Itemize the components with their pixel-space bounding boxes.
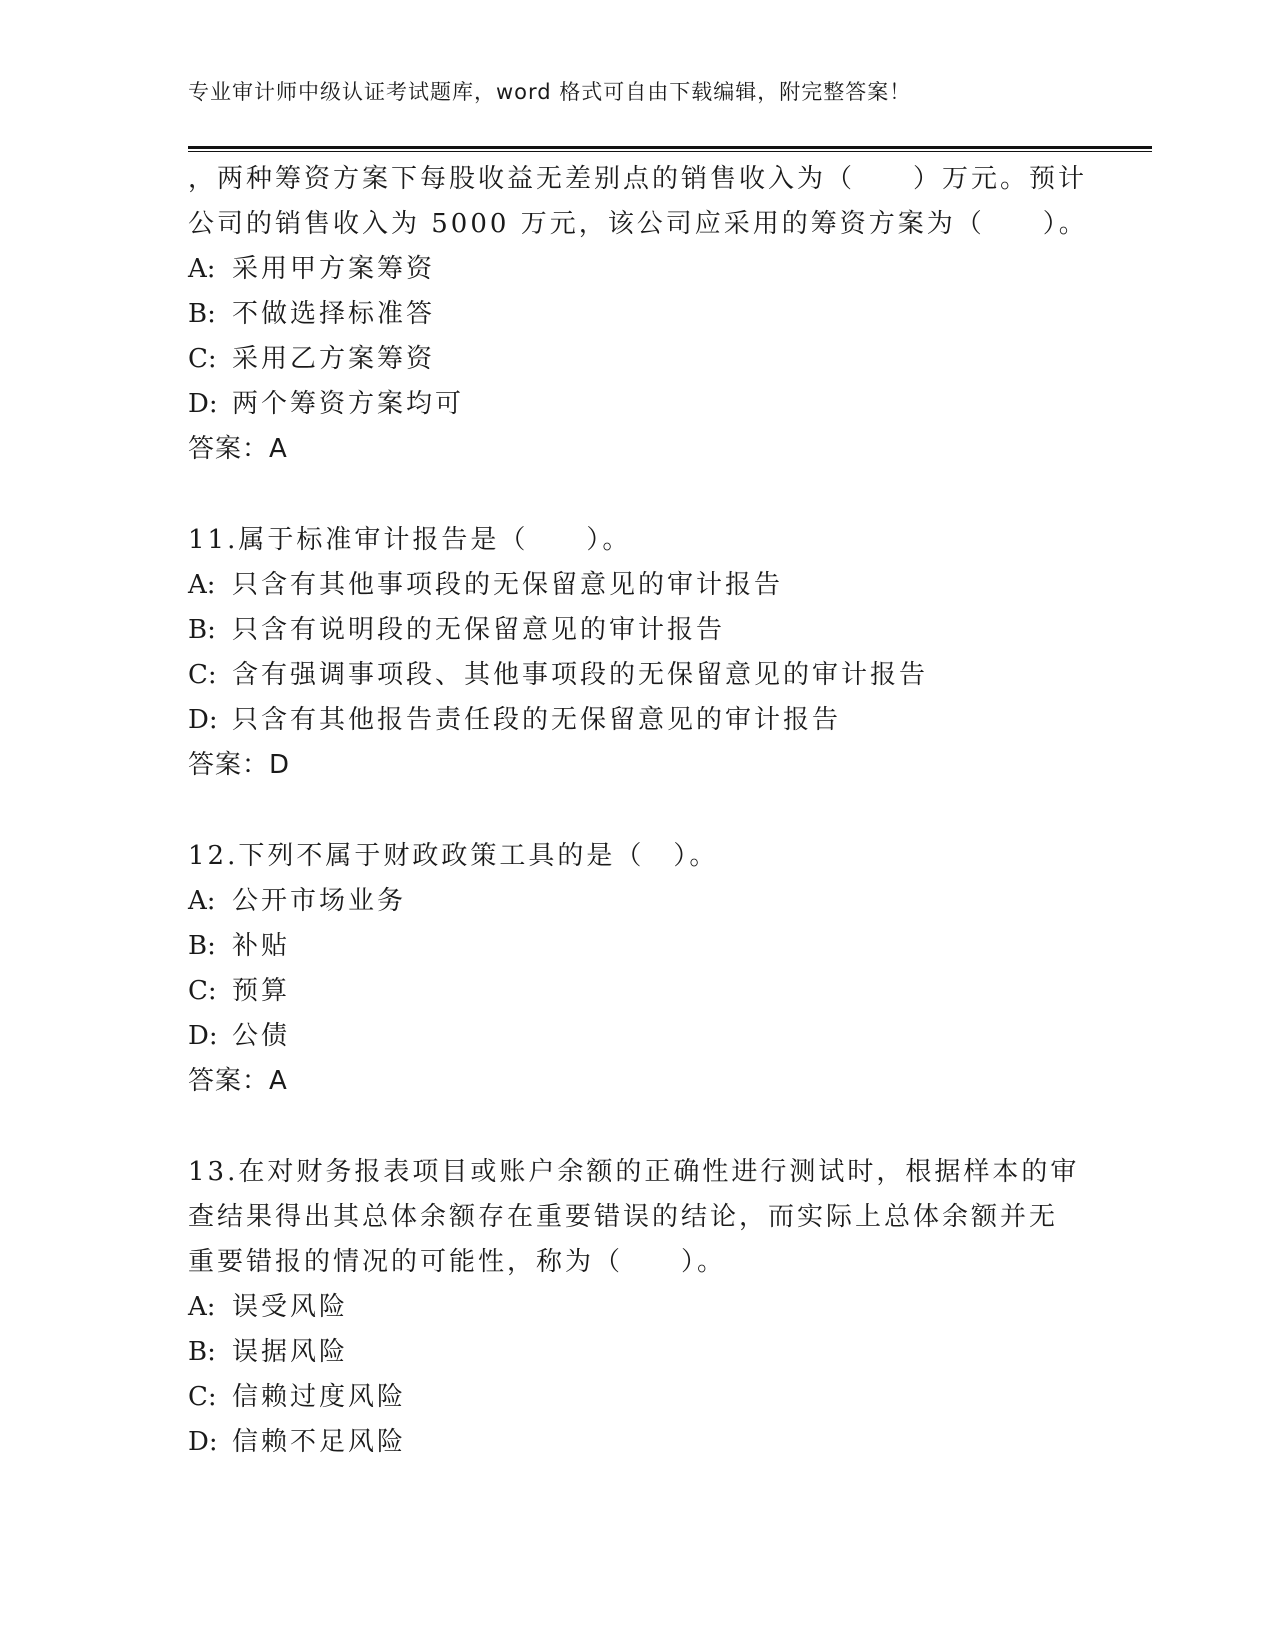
question-stem-line: 重要错报的情况的可能性，称为（ ）。 xyxy=(188,1247,727,1277)
question-stem-line: 13.在对财务报表项目或账户余额的正确性进行测试时，根据样本的审 xyxy=(188,1157,1080,1187)
option-text: 采用甲方案筹资 xyxy=(232,254,436,284)
question-content xyxy=(188,157,1108,1465)
question-stem-line: 查结果得出其总体余额存在重要错误的结论，而实际上总体余额并无 xyxy=(188,1202,1059,1232)
option-label: D: xyxy=(188,1427,218,1457)
answer-line: 答案：D xyxy=(188,750,291,780)
option-label: B: xyxy=(188,1337,216,1367)
option-text: 补贴 xyxy=(232,931,291,961)
option-c xyxy=(188,1375,1108,1420)
option-label: B: xyxy=(188,615,216,645)
option-text: 误据风险 xyxy=(232,1337,349,1367)
option-b xyxy=(188,924,1108,969)
page-header: 专业审计师中级认证考试题库，word 格式可自由下载编辑，附完整答案！ xyxy=(188,80,912,104)
option-text: 信赖不足风险 xyxy=(232,1427,407,1457)
answer-line: 答案：A xyxy=(188,434,288,464)
spacer xyxy=(188,1104,1108,1150)
option-d xyxy=(188,1420,1108,1465)
option-a xyxy=(188,879,1108,924)
option-text: 信赖过度风险 xyxy=(232,1382,407,1412)
option-text: 预算 xyxy=(232,976,291,1006)
option-text: 公债 xyxy=(232,1021,291,1051)
option-text: 只含有其他报告责任段的无保留意见的审计报告 xyxy=(232,705,842,735)
option-label: D: xyxy=(188,389,218,419)
option-label: C: xyxy=(188,344,217,374)
header-rule-thin xyxy=(188,151,1152,152)
option-c xyxy=(188,969,1108,1014)
question-11 xyxy=(188,518,1108,788)
option-text: 采用乙方案筹资 xyxy=(232,344,436,374)
option-label: C: xyxy=(188,660,217,690)
option-b xyxy=(188,1330,1108,1375)
option-a xyxy=(188,247,1108,292)
option-a xyxy=(188,563,1108,608)
option-label: A: xyxy=(188,1292,216,1322)
option-text: 含有强调事项段、其他事项段的无保留意见的审计报告 xyxy=(232,660,929,690)
option-label: A: xyxy=(188,570,216,600)
answer-line: 答案：A xyxy=(188,1066,288,1096)
question-12 xyxy=(188,834,1108,1104)
option-c xyxy=(188,337,1108,382)
option-text: 只含有其他事项段的无保留意见的审计报告 xyxy=(232,570,784,600)
header-rule-thick xyxy=(188,146,1152,149)
option-label: B: xyxy=(188,299,216,329)
option-text: 两个筹资方案均可 xyxy=(232,389,465,419)
option-text: 误受风险 xyxy=(232,1292,349,1322)
option-text: 不做选择标准答 xyxy=(232,299,436,329)
option-text: 只含有说明段的无保留意见的审计报告 xyxy=(232,615,726,645)
option-label: C: xyxy=(188,1382,217,1412)
option-d xyxy=(188,1014,1108,1059)
question-stem-line: 公司的销售收入为 5000 万元，该公司应采用的筹资方案为（ ）。 xyxy=(188,209,1088,239)
option-label: A: xyxy=(188,886,216,916)
question-stem-line: 11.属于标准审计报告是（ ）。 xyxy=(188,525,632,555)
option-label: D: xyxy=(188,705,218,735)
spacer xyxy=(188,472,1108,518)
question-13 xyxy=(188,1150,1108,1465)
option-label: A: xyxy=(188,254,216,284)
option-d xyxy=(188,382,1108,427)
question-10 xyxy=(188,157,1108,472)
option-b xyxy=(188,608,1108,653)
option-a xyxy=(188,1285,1108,1330)
option-d xyxy=(188,698,1108,743)
question-stem-line: ，两种筹资方案下每股收益无差别点的销售收入为（ ）万元。预计 xyxy=(188,164,1088,194)
option-label: C: xyxy=(188,976,217,1006)
option-label: D: xyxy=(188,1021,218,1051)
option-text: 公开市场业务 xyxy=(232,886,407,916)
question-stem-line: 12.下列不属于财政政策工具的是（ ）。 xyxy=(188,841,719,871)
option-c xyxy=(188,653,1108,698)
option-label: B: xyxy=(188,931,216,961)
spacer xyxy=(188,788,1108,834)
option-b xyxy=(188,292,1108,337)
